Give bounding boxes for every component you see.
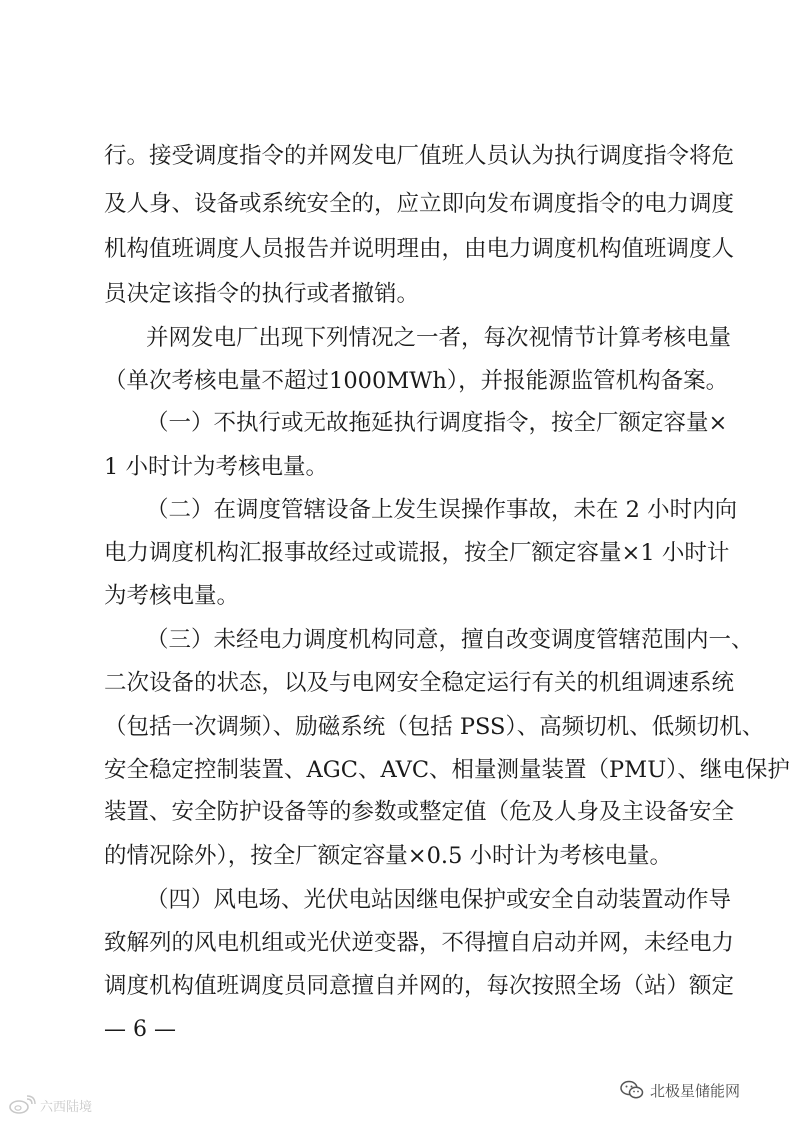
paragraph-first-line: （二）在调度管辖设备上发生误操作事故，未在 2 小时内向 xyxy=(146,497,738,523)
source-watermark-right xyxy=(620,1075,740,1105)
body-text-line: 机构值班调度人员报告并说明理由，由电力调度机构值班调度人 xyxy=(104,236,735,262)
body-text-line: 装置、安全防护设备等的参数或整定值（危及人身及主设备安全 xyxy=(104,799,735,825)
body-text-line: （包括一次调频）、励磁系统（包括 PSS）、高频切机、低频切机、 xyxy=(104,714,765,740)
paragraph-first-line: 并网发电厂出现下列情况之一者，每次视情节计算考核电量 xyxy=(146,325,732,351)
wechat-icon xyxy=(620,1080,644,1100)
body-text-line: 为考核电量。 xyxy=(104,583,240,609)
body-text-line: 安全稳定控制装置、AGC、AVC、相量测量装置（PMU）、继电保护 xyxy=(104,757,790,783)
body-text-line: 二次设备的状态，以及与电网安全稳定运行有关的机组调速系统 xyxy=(104,670,735,696)
body-text-line: （单次考核电量不超过1000MWh），并报能源监管机构备案。 xyxy=(104,368,729,394)
watermark-left-label: 六西陆境 xyxy=(40,1099,93,1115)
paragraph-first-line: （三）未经电力调度机构同意，擅自改变调度管辖范围内一、 xyxy=(146,627,754,653)
body-text-line: 行。接受调度指令的并网发电厂值班人员认为执行调度指令将危 xyxy=(104,143,735,169)
body-text-line: 调度机构值班调度员同意擅自并网的，每次按照全场（站）额定 xyxy=(104,973,735,999)
paragraph-first-line: （四）风电场、光伏电站因继电保护或安全自动装置动作导 xyxy=(146,887,732,913)
body-text-line: 电力调度机构汇报事故经过或谎报，按全厂额定容量×1 小时计 xyxy=(104,540,730,566)
body-text-line: 及人身、设备或系统安全的，应立即向发布调度指令的电力调度 xyxy=(104,191,735,217)
page-number: — 6 — xyxy=(104,1017,176,1042)
body-text-line: 的情况除外），按全厂额定容量×0.5 小时计为考核电量。 xyxy=(104,843,673,869)
body-text-line: 1 小时计为考核电量。 xyxy=(104,454,328,480)
weibo-icon xyxy=(8,1095,36,1115)
watermark-right-label: 北极星储能网 xyxy=(650,1081,741,1100)
paragraph-first-line: （一）不执行或无故拖延执行调度指令，按全厂额定容量× xyxy=(146,410,728,436)
source-watermark-left xyxy=(8,1094,92,1116)
body-text-line: 员决定该指令的执行或者撤销。 xyxy=(104,281,420,307)
body-text-line: 致解列的风电机组或光伏逆变器，不得擅自启动并网，未经电力 xyxy=(104,930,735,956)
